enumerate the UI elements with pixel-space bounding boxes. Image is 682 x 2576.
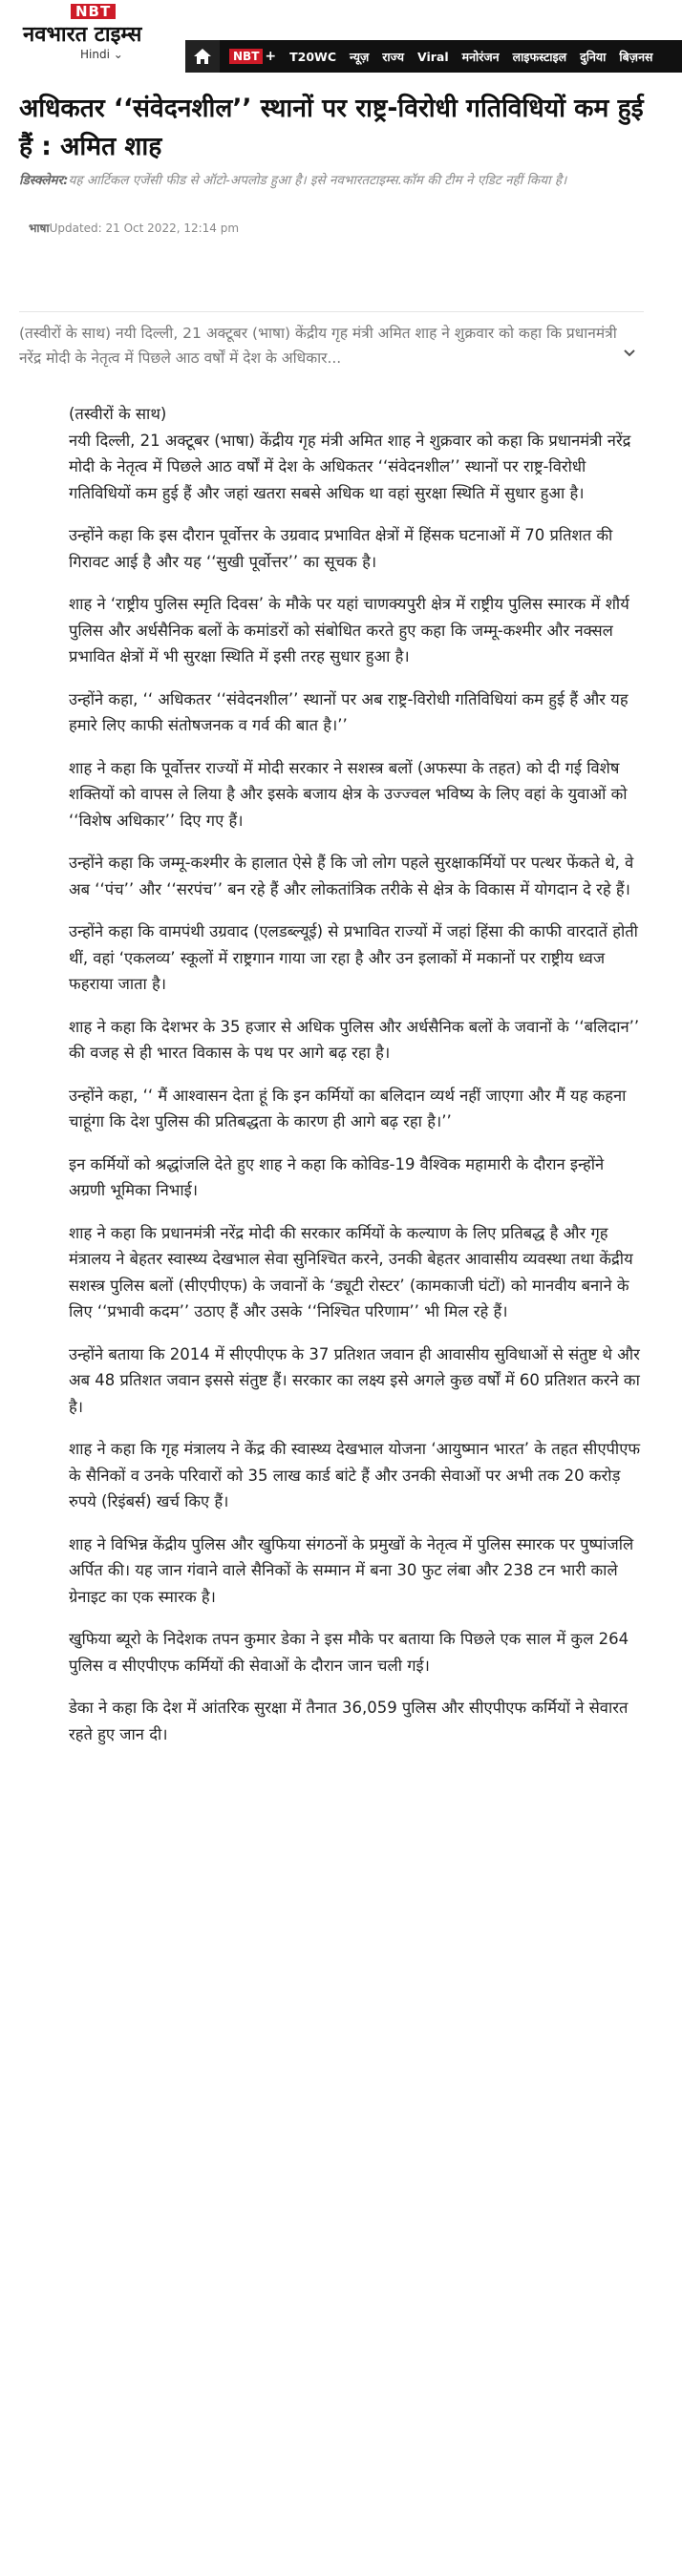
nav-item-news[interactable]: न्यूज़ xyxy=(350,49,370,64)
article-paragraph: उन्होंने बताया कि 2014 में सीएपीएफ के 37 प्रतिशत जवान ही आवासीय सुविधाओं से संतुष्ट थे और अब 48 प्रतिशत जवान इससे संतुष्ट हैं। सरकार का लक्ष्य इसे अगले कुछ वर्षों में 60 प्रतिशत करने का है। xyxy=(69,1344,640,1416)
article-paragraph: शाह ने कहा कि प्रधानमंत्री नरेंद्र मोदी की सरकार कर्मियों के कल्याण के लिए प्रतिबद्ध है और गृह मंत्रालय ने बेहतर स्वास्थ्य देखभाल सेवा सुनिश्चित करने, उनकी बेहतर आवासीय व्यवस्था तथा केंद्रीय सशस्त्र पुलिस बलों (सीएपीएफ) के जवानों के ‘ड्यूटी रोस्टर’ (कामकाजी घंटों) को मानवीय बनाने के लिए ‘‘प्रभावी कदम’’ उठाए हैं और उसके ‘‘निश्चित परिणाम’’ भी मिल रहे हैं। xyxy=(69,1223,633,1320)
article-intro: (तस्वीरों के साथ) xyxy=(69,405,167,423)
main-nav xyxy=(185,40,682,73)
article-paragraph: शाह ने विभिन्न केंद्रीय पुलिस और खुफिया संगठनों के प्रमुखों के नेतृत्व में पुलिस स्मारक पर पुष्पांजलि अर्पित की। यह जान गंवाने वाले सैनिकों के सम्मान में बना 30 फुट लंबा और 238 टन भारी काले ग्रेनाइट का एक स्मारक है। xyxy=(69,1534,634,1606)
nav-item-state[interactable]: राज्य xyxy=(382,49,404,64)
article-paragraph: उन्होंने कहा कि वामपंथी उग्रवाद (एलडब्ल्यूई) से प्रभावित राज्यों में जहां हिंसा की काफी वारदातें होती थीं, वहां ‘एकलव्य’ स्कूलों में राष्ट्रगान गाया जा रहा है और उन इलाकों में मकानों पर राष्ट्रीय ध्वज फहराया जाता है। xyxy=(69,922,638,993)
nav-item-viral[interactable]: Viral xyxy=(416,49,449,64)
nbt-plus-badge: NBT xyxy=(229,49,263,64)
article-paragraph: डेका ने कहा कि देश में आंतरिक सुरक्षा में तैनात 36,059 पुलिस और सीएपीएफ कर्मियों ने सेवारत रहते हुए जान दी। xyxy=(69,1699,629,1743)
article-paragraph: नयी दिल्ली, 21 अक्टूबर (भाषा) केंद्रीय गृह मंत्री अमित शाह ने शुक्रवार को कहा कि प्रधानमंत्री नरेंद्र मोदी के नेतृत्व में पिछले आठ वर्षों में देश के अधिकतर ‘‘संवेदनशील’’ स्थानों पर राष्ट्र-विरोधी गतिविधियों कम हुई हैं और जहां खतरा सबसे अधिक था वहां सुरक्षा स्थिति में सुधार हुआ है। xyxy=(69,431,631,502)
updated-timestamp: Updated: 21 Oct 2022, 12:14 pm xyxy=(49,222,240,235)
disclaimer xyxy=(19,170,611,191)
article-paragraph: उन्होंने कहा कि इस दौरान पूर्वोत्तर के उग्रवाद प्रभावित क्षेत्रों में हिंसक घटनाओं में 70 प्रतिशत की गिरावट आई है और यह ‘‘सुखी पूर्वोत्तर’’ का सूचक है। xyxy=(69,526,613,571)
article-paragraph: खुफिया ब्यूरो के निदेशक तपन कुमार डेका ने इस मौके पर बताया कि पिछले एक साल में कुल 264 पुलिस व सीएपीएफ कर्मियों की सेवाओं के दौरान जान चली गई। xyxy=(69,1630,629,1675)
home-icon[interactable] xyxy=(185,40,220,73)
article-paragraph: शाह ने ‘राष्ट्रीय पुलिस स्मृति दिवस’ के मौके पर यहां चाणक्यपुरी क्षेत्र में राष्ट्रीय पुलिस स्मारक में शौर्य पुलिस और अर्धसैनिक बलों के कमांडरों को संबोधित करते हुए कहा कि जम्मू-कश्मीर और नक्सल प्रभावित क्षेत्रों में भी सुरक्षा स्थिति में इसी तरह सुधार हुआ है। xyxy=(69,595,629,665)
site-header xyxy=(0,0,682,73)
article-paragraph: शाह ने कहा कि देशभर के 35 हजार से अधिक पुलिस और अर्धसैनिक बलों के जवानों के ‘‘बलिदान’’ की वजह से ही भारत विकास के पथ पर आगे बढ़ रहा है। xyxy=(69,1017,640,1062)
article-body xyxy=(69,401,642,1763)
nbt-plus-link[interactable] xyxy=(229,49,276,64)
article-source[interactable]: भाषा xyxy=(29,222,50,235)
divider xyxy=(19,311,644,312)
chevron-down-icon: ⌄ xyxy=(113,48,123,61)
language-selector[interactable] xyxy=(80,48,123,61)
language-label: Hindi xyxy=(80,48,110,61)
byline xyxy=(29,220,239,236)
article-paragraph: शाह ने कहा कि गृह मंत्रालय ने केंद्र की स्वास्थ्य देखभाल योजना ‘आयुष्मान भारत’ के तहत सीएपीएफ के सैनिकों व उनके परिवारों को 35 लाख कार्ड बांटे हैं और उनकी सेवाओं पर अभी तक 20 करोड़ रुपये (रिइंबर्स) खर्च किए हैं। xyxy=(69,1440,641,1510)
nav-item-lifestyle[interactable]: लाइफस्टाइल xyxy=(512,49,567,64)
article-paragraph: उन्होंने कहा कि जम्मू-कश्मीर के हालात ऐसे हैं कि जो लोग पहले सुरक्षाकर्मियों पर पत्थर फेंकते थे, वे अब ‘‘पंच’’ और ‘‘सरपंच’’ बन रहे हैं और लोकतांत्रिक तरीके से क्षेत्र के विकास में योगदान दे रहे हैं। xyxy=(69,854,634,898)
nav-item-world[interactable]: दुनिया xyxy=(580,49,607,64)
article-paragraph: इन कर्मियों को श्रद्धांजलि देते हुए शाह ने कहा कि कोविड-19 वैश्विक महामारी के दौरान इन्होंने अग्रणी भूमिका निभाई। xyxy=(69,1154,605,1199)
disclaimer-label: डिस्क्लेमर: xyxy=(19,173,69,188)
plus-icon: + xyxy=(265,49,277,64)
article-paragraph: शाह ने कहा कि पूर्वोत्तर राज्यों में मोदी सरकार ने सशस्त्र बलों (अफस्पा के तहत) को दी गई विशेष शक्तियों को वापस ले लिया है और इसके बजाय क्षेत्र के उज्ज्वल भविष्य के लिए वहां के युवाओं को ‘‘विशेष अधिकार’’ दिए गए हैं। xyxy=(69,758,628,830)
chevron-down-icon[interactable] xyxy=(621,344,638,361)
logo-badge: NBT xyxy=(71,4,116,19)
logo-name: नवभारत टाइम्स xyxy=(23,22,142,47)
article-paragraph: उन्होंने कहा, ‘‘ मैं आश्वासन देता हूं कि इन कर्मियों का बलिदान व्यर्थ नहीं जाएगा और मैं यह कहना चाहूंगा कि देश पुलिस की प्रतिबद्धता के कारण ही आगे बढ़ रहा है।’’ xyxy=(69,1086,627,1130)
nav-item-t20wc[interactable]: T20WC xyxy=(289,49,336,64)
nav-item-business[interactable]: बिज़नस xyxy=(619,49,653,64)
article-headline: अधिकतर ‘‘संवेदनशील’’ स्थानों पर राष्ट्र-विरोधी गतिविधियों कम हुई हैं : अमित शाह xyxy=(19,94,644,161)
site-logo[interactable] xyxy=(21,4,164,65)
nav-item-entertainment[interactable]: मनोरंजन xyxy=(461,49,500,64)
disclaimer-text: यह आर्टिकल एजेंसी फीड से ऑटो-अपलोड हुआ है। इसे नवभारतटाइम्स.कॉम की टीम ने एडिट नहीं किया है। xyxy=(68,173,567,188)
article-paragraph: उन्होंने कहा, ‘‘ अधिकतर ‘‘संवेदनशील’’ स्थानों पर अब राष्ट्र-विरोधी गतिविधियां कम हुई हैं और यह हमारे लिए काफी संतोषजनक व गर्व की बात है।’’ xyxy=(69,689,629,734)
article-summary[interactable]: (तस्वीरों के साथ) नयी दिल्ली, 21 अक्टूबर (भाषा) केंद्रीय गृह मंत्री अमित शाह ने शुक्रवार को कहा कि प्रधानमंत्री नरेंद्र मोदी के नेतृत्व में पिछले आठ वर्षों में देश के अधिकार... xyxy=(19,325,617,367)
